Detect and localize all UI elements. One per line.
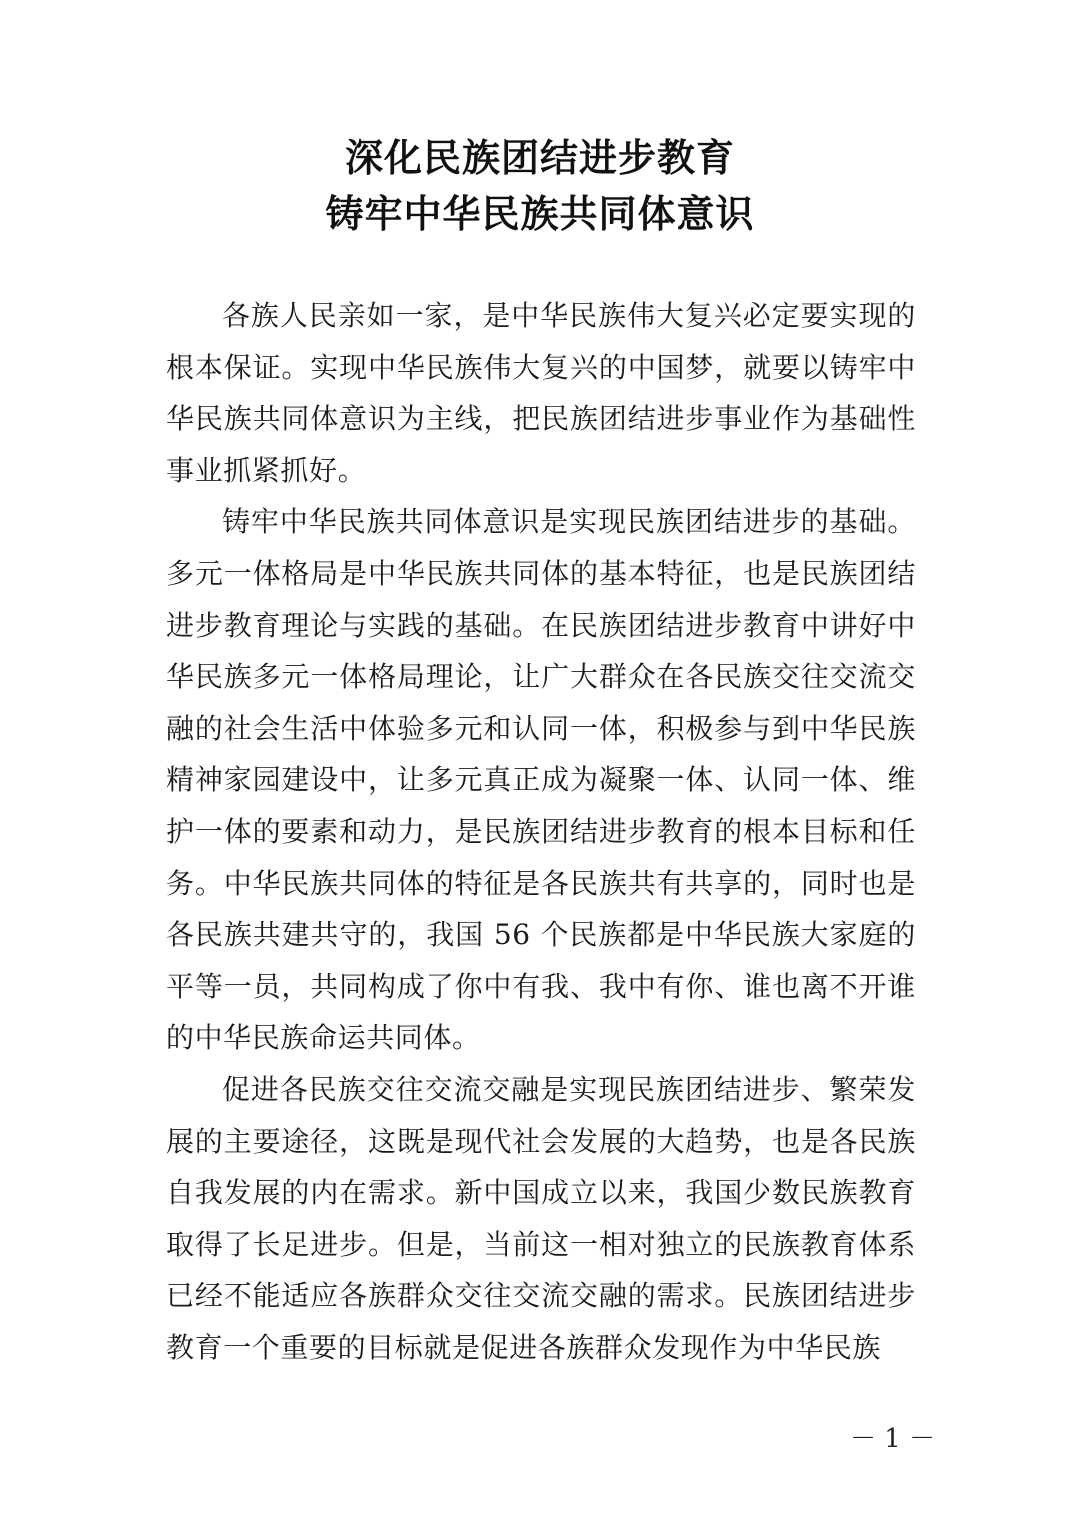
- body-paragraph-3: 促进各民族交往交流交融是实现民族团结进步、繁荣发展的主要途径，这既是现代社会发展的大趋势，也是各民族自我发展的内在需求。新中国成立以来，我国少数民族教育取得了长足进步。但是，当前这一相对独立的民族教育体系已经不能适应各族群众交往交流交融的需求。民族团结进步教育一个重要的目标就是促进各族群众发现作为中华民族: [166, 1072, 916, 1364]
- page-number: － 1 －: [850, 1424, 936, 1454]
- document-title-line-1: 深化民族团结进步教育: [344, 135, 735, 180]
- document-body: [166, 290, 916, 1373]
- body-paragraph-2: 铸牢中华民族共同体意识是实现民族团结进步的基础。多元一体格局是中华民族共同体的基本特征，也是民族团结进步教育理论与实践的基础。在民族团结进步教育中讲好中华民族多元一体格局理论，让广大群众在各民族交往交流交融的社会生活中体验多元和认同一体，积极参与到中华民族精神家园建设中，让多元真正成为凝聚一体、认同一体、维护一体的要素和动力，是民族团结进步教育的根本目标和任务。中华民族共同体的特征是各民族共有共享的，同时也是各民族共建共守的，我国 56 个民族都是中华民族大家庭的平等一员，共同构成了你中有我、我中有你、谁也离不开谁的中华民族命运共同体。: [166, 505, 916, 1055]
- document-title-line-2: 铸牢中华民族共同体意识: [325, 191, 755, 236]
- body-paragraph-1: 各族人民亲如一家，是中华民族伟大复兴必定要实现的根本保证。实现中华民族伟大复兴的中国梦，就要以铸牢中华民族共同体意识为主线，把民族团结进步事业作为基础性事业抓紧抓好。: [166, 299, 916, 487]
